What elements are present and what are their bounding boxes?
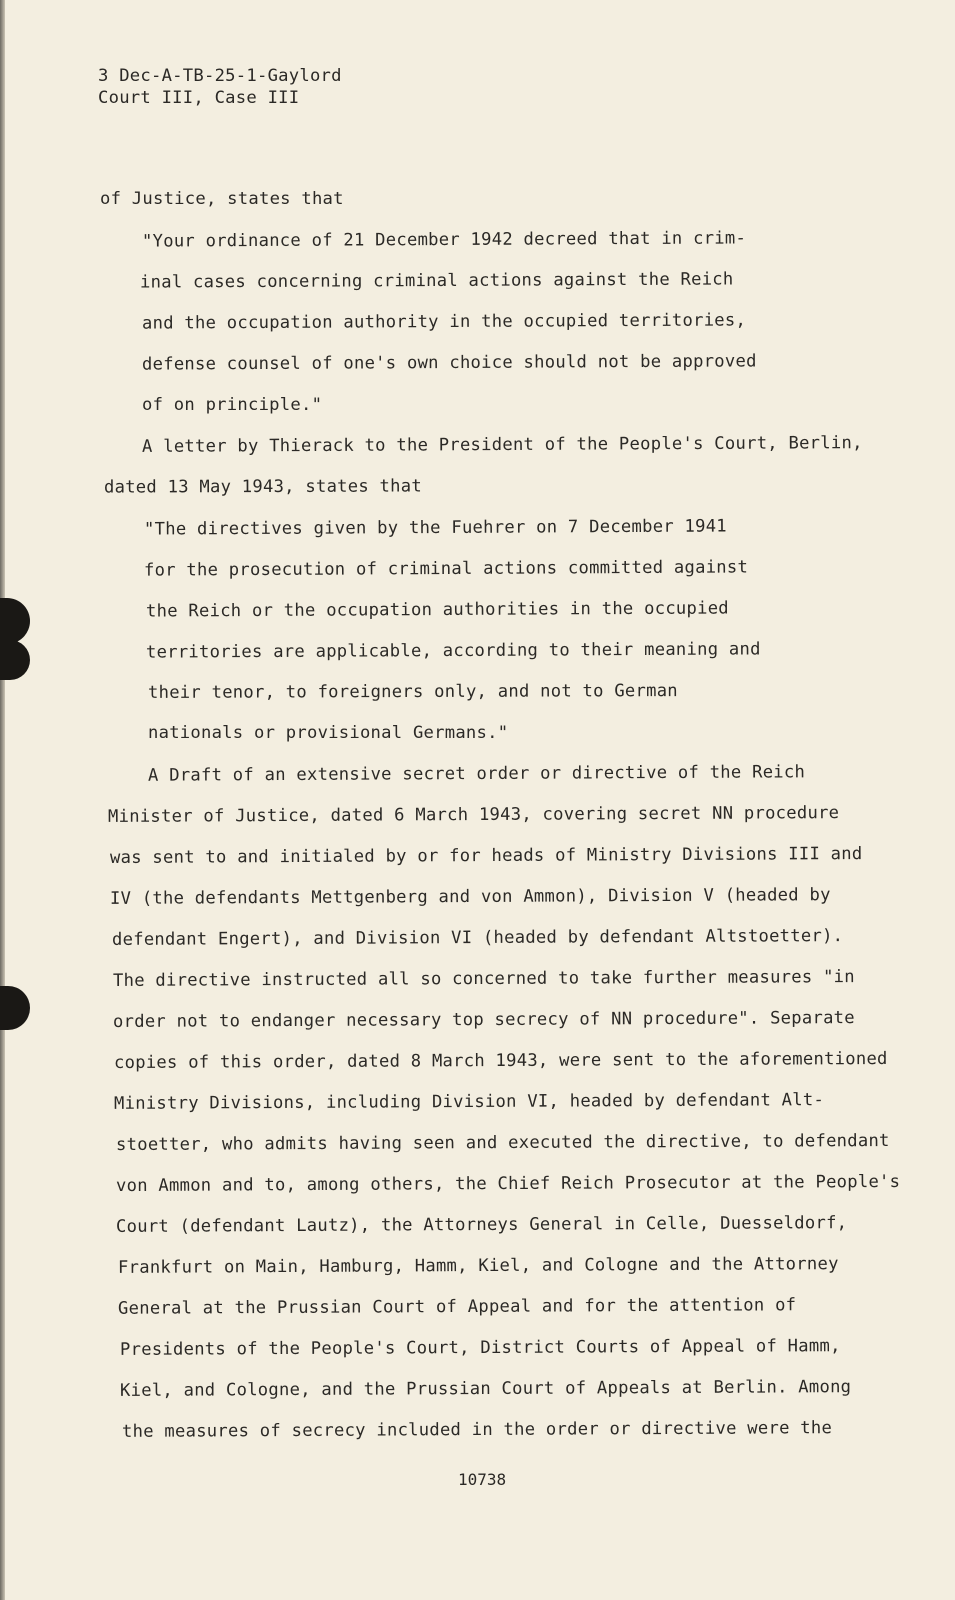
binder-hole xyxy=(0,986,30,1030)
quote-line: "The directives given by the Fuehrer on 7 December 1941 xyxy=(143,516,727,540)
text-line: of Justice, states that xyxy=(100,189,344,209)
quote-line: for the prosecution of criminal actions committed against xyxy=(143,557,749,581)
page-edge-shadow xyxy=(0,0,5,1600)
quote-line: "Your ordinance of 21 December 1942 decreed that in crim- xyxy=(141,228,747,252)
document-reference: 3 Dec-A-TB-25-1-Gaylord xyxy=(98,66,342,86)
quote-line: the Reich or the occupation authorities in the occupied xyxy=(145,598,729,622)
text-line: defendant Engert), and Division VI (headed by defendant Altstoetter). xyxy=(111,926,844,950)
text-line: dated 13 May 1943, states that xyxy=(103,476,422,498)
text-line: A Draft of an extensive secret order or directive of the Reich xyxy=(147,762,806,786)
text-line: was sent to and initialed by or for heads of Ministry Divisions III and xyxy=(109,844,863,868)
court-case-label: Court III, Case III xyxy=(98,88,300,108)
text-line: Kiel, and Cologne, and the Prussian Court of Appeals at Berlin. Among xyxy=(119,1377,852,1401)
binder-hole xyxy=(0,640,30,680)
text-line: stoetter, who admits having seen and executed the directive, to defendant xyxy=(115,1130,890,1156)
binder-hole xyxy=(0,598,30,644)
page-number: 10738 xyxy=(458,1470,507,1489)
text-line: Ministry Divisions, including Division VI, headed by defendant Alt- xyxy=(113,1090,825,1114)
quote-line: territories are applicable, according to their meaning and xyxy=(145,639,761,663)
text-line: Frankfurt on Main, Hamburg, Hamm, Kiel, and Cologne and the Attorney xyxy=(117,1254,839,1278)
text-line: copies of this order, dated 8 March 1943, were sent to the aforementioned xyxy=(113,1048,888,1074)
text-line: Presidents of the People's Court, District Courts of Appeal of Hamm, xyxy=(119,1336,841,1360)
quote-line: defense counsel of one's own choice should not be approved xyxy=(141,351,757,375)
text-line: Court (defendant Lautz), the Attorneys General in Celle, Duesseldorf, xyxy=(115,1213,848,1237)
text-line: A letter by Thierack to the President of the People's Court, Berlin, xyxy=(141,433,863,457)
text-line: Minister of Justice, dated 6 March 1943, covering secret NN procedure xyxy=(107,803,840,827)
text-line: von Ammon and to, among others, the Chief Reich Prosecutor at the People's xyxy=(115,1171,901,1197)
quote-line: nationals or provisional Germans." xyxy=(148,723,509,743)
quote-line: and the occupation authority in the occupied territories, xyxy=(141,310,747,334)
text-line: IV (the defendants Mettgenberg and von Ammon), Division V (headed by xyxy=(109,885,831,909)
text-line: order not to endanger necessary top secrecy of NN procedure". Separate xyxy=(112,1008,855,1032)
quote-line: inal cases concerning criminal actions against the Reich xyxy=(139,269,734,293)
quote-line: their tenor, to foreigners only, and not to German xyxy=(147,681,678,703)
text-line: The directive instructed all so concerned to take further measures "in xyxy=(112,967,855,991)
text-line: the measures of secrecy included in the order or directive were the xyxy=(121,1418,833,1442)
text-line: General at the Prussian Court of Appeal and for the attention of xyxy=(117,1295,797,1319)
quote-line: of on principle." xyxy=(142,395,323,415)
